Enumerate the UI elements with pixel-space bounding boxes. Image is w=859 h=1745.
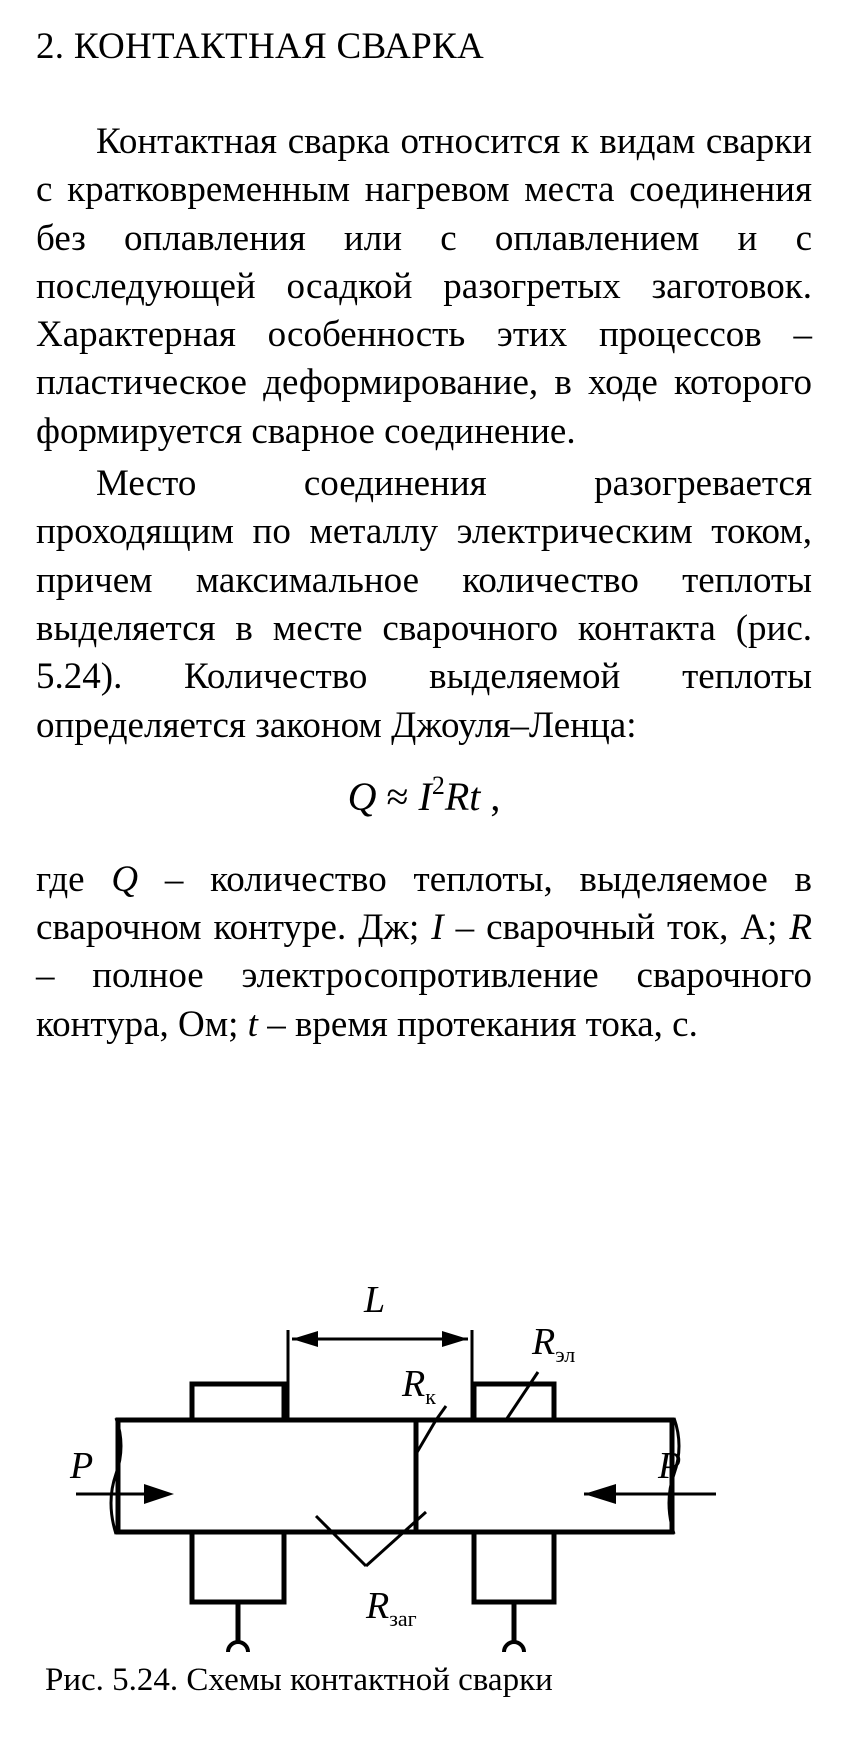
def-p5: – время протекания тока, с. (257, 1003, 698, 1045)
def-i: I (431, 907, 444, 949)
label-Rzag (365, 1585, 417, 1631)
label-Rel (531, 1321, 575, 1367)
left-arrowhead-icon (144, 1484, 174, 1504)
label-P-left: P (70, 1445, 94, 1487)
rel-leader (506, 1372, 538, 1420)
label-L: L (364, 1279, 386, 1321)
rk-leader (416, 1420, 436, 1454)
label-Rel-sub: эл (555, 1342, 576, 1367)
rzag-leader-right (366, 1512, 426, 1566)
paragraph-definitions (36, 856, 812, 1049)
section-heading: 2. КОНТАКТНАЯ СВАРКА (36, 26, 485, 67)
def-p3: – сварочный ток, А; (443, 907, 790, 949)
def-r: R (789, 907, 812, 949)
def-t: t (247, 1003, 258, 1045)
dim-arrow-left-icon (292, 1331, 318, 1347)
paragraph-heating: Место соединения разогревается проходящим по металлу электрическим током, причем максимальное количество теплоты выделяется в месте сварочного контакта (рис. 5.24). Количество выделяемой теплоты определяется законом Джоуля–Ленца: (36, 463, 812, 746)
def-p2: – количество теплоты, выделяемое в сварочном контуре. Дж; (36, 858, 812, 949)
rzag-leader-left (316, 1516, 366, 1566)
left-bottom-electrode (192, 1532, 284, 1602)
right-bottom-electrode (474, 1532, 554, 1602)
right-terminal-icon (504, 1642, 524, 1652)
right-workpiece (416, 1420, 672, 1532)
diagram-svg (36, 1222, 816, 1652)
label-Rzag-sub: заг (389, 1606, 417, 1631)
left-workpiece (118, 1420, 416, 1532)
label-Rk-sub: к (425, 1384, 436, 1409)
formula-q: Q (347, 773, 377, 819)
label-P-right: P (658, 1445, 682, 1487)
right-top-electrode (474, 1384, 554, 1420)
label-Rk (401, 1363, 436, 1409)
paragraph-intro: Контактная сварка относится к видам сварки с кратковременным нагревом места соединения без оплавления или с оплавлением и с последующей осадкой разогретых заготовок. Характерная особенность этих процессов – пластическое деформирование, в ходе которого формируется сварное соединение. (36, 121, 812, 452)
left-terminal-icon (228, 1642, 248, 1652)
def-q: Q (111, 858, 139, 900)
label-Rel-main: R (532, 1321, 556, 1363)
formula-tail: , (480, 773, 501, 819)
page-text (36, 24, 812, 1053)
formula-i: I (418, 773, 432, 819)
def-p1: где (36, 858, 112, 900)
def-p4: – полное электросопротивление сварочного контура, Ом; (36, 955, 812, 1045)
label-Rzag-main: R (366, 1585, 390, 1627)
formula-exponent: 2 (431, 770, 445, 800)
label-Rk-main: R (402, 1363, 426, 1405)
left-top-electrode (192, 1384, 284, 1420)
contact-welding-diagram (36, 1222, 816, 1652)
figure-caption: Рис. 5.24. Схемы контактной сварки (45, 1662, 553, 1698)
joule-lenz-formula (36, 772, 812, 822)
dim-arrow-right-icon (442, 1331, 468, 1347)
formula-approx: ≈ (376, 773, 419, 819)
formula-rt: Rt (444, 773, 481, 819)
